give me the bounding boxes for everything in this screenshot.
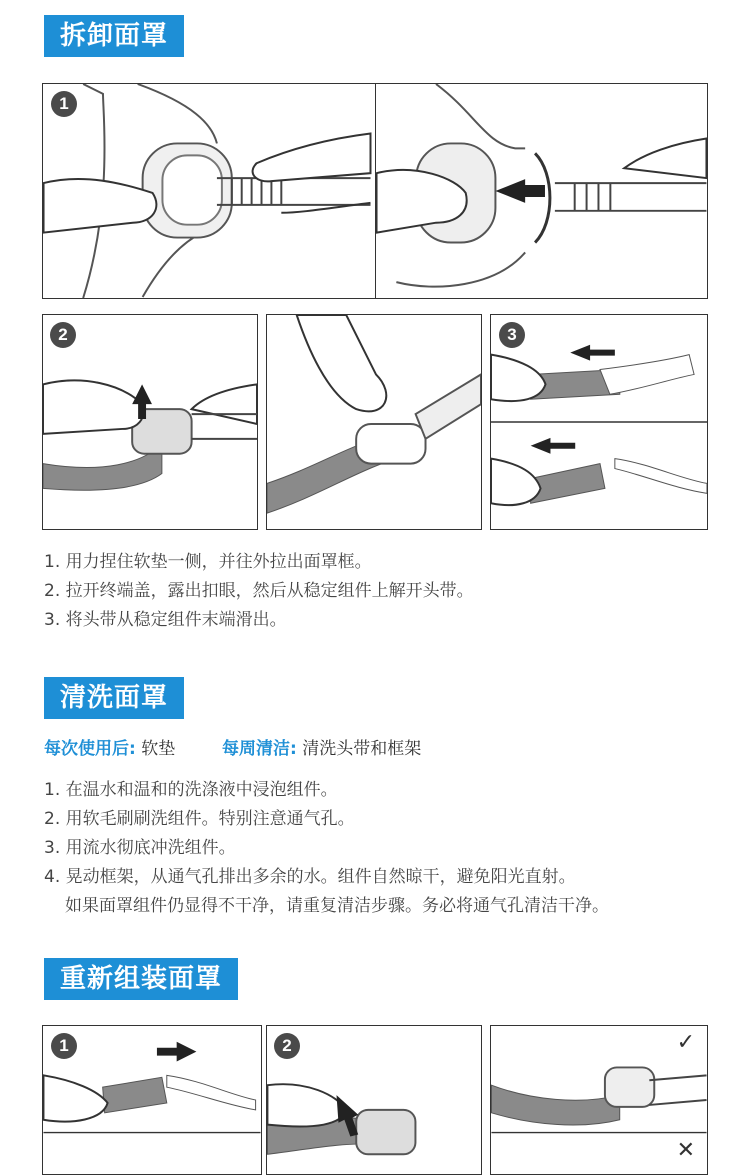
section-title-disassemble: 拆卸面罩 [44, 15, 184, 57]
step-number-badge: 1 [51, 91, 77, 117]
cleaning-schedule [44, 734, 421, 759]
illustration-step1-left [42, 83, 376, 299]
step-number-badge: 1 [51, 1033, 77, 1059]
illustration-reassemble-step2 [266, 1025, 482, 1175]
illustration-reassemble-step1 [42, 1025, 262, 1175]
list-item: 3. 将头带从稳定组件末端滑出。 [44, 610, 287, 630]
arrow-icon [570, 345, 615, 361]
arrow-icon [531, 438, 576, 454]
frame-removed-illustration [376, 84, 707, 298]
illustration-step2-left [42, 314, 258, 530]
step-number-badge: 2 [274, 1033, 300, 1059]
arrow-icon [157, 1042, 196, 1062]
illustration-step2-right [266, 314, 482, 530]
list-item: 如果面罩组件仍显得不干净，请重复清洁步骤。务必将通气孔清洁干净。 [65, 896, 609, 916]
disassemble-steps-list [44, 548, 474, 635]
clean-steps-list [44, 776, 609, 921]
after-each-use-label: 每次使用后: [44, 739, 136, 759]
section-title-clean: 清洗面罩 [44, 677, 184, 719]
after-each-use-value: 软垫 [141, 739, 176, 759]
check-icon: ✓ [676, 1030, 695, 1055]
step-number-badge: 3 [499, 322, 525, 348]
list-item: 4. 晃动框架，从通气孔排出多余的水。组件自然晾干，避免阳光直射。 [44, 867, 576, 887]
weekly-label: 每周清洁: [222, 739, 297, 759]
list-item: 2. 用软毛刷刷洗组件。特别注意通气孔。 [44, 809, 355, 829]
hands-pull-frame-illustration [43, 84, 375, 298]
cross-icon: ✕ [676, 1138, 695, 1163]
section-title-reassemble: 重新组装面罩 [44, 958, 238, 1000]
open-end-cap-illustration [43, 315, 257, 529]
weekly-value: 清洗头带和框架 [302, 739, 422, 759]
unhook-strap-illustration [267, 315, 481, 529]
slide-strap-out-illustration [491, 315, 707, 529]
step-number-badge: 2 [50, 322, 76, 348]
list-item: 3. 用流水彻底冲洗组件。 [44, 838, 236, 858]
list-item: 1. 用力捏住软垫一侧，并往外拉出面罩框。 [44, 552, 372, 572]
correct-incorrect-illustration [491, 1026, 707, 1174]
illustration-step3 [490, 314, 708, 530]
list-item: 1. 在温水和温和的洗涤液中浸泡组件。 [44, 780, 338, 800]
illustration-reassemble-result [490, 1025, 708, 1175]
list-item: 2. 拉开终端盖，露出扣眼，然后从稳定组件上解开头带。 [44, 581, 474, 601]
illustration-step1-right [375, 83, 708, 299]
arrow-icon [495, 179, 545, 203]
